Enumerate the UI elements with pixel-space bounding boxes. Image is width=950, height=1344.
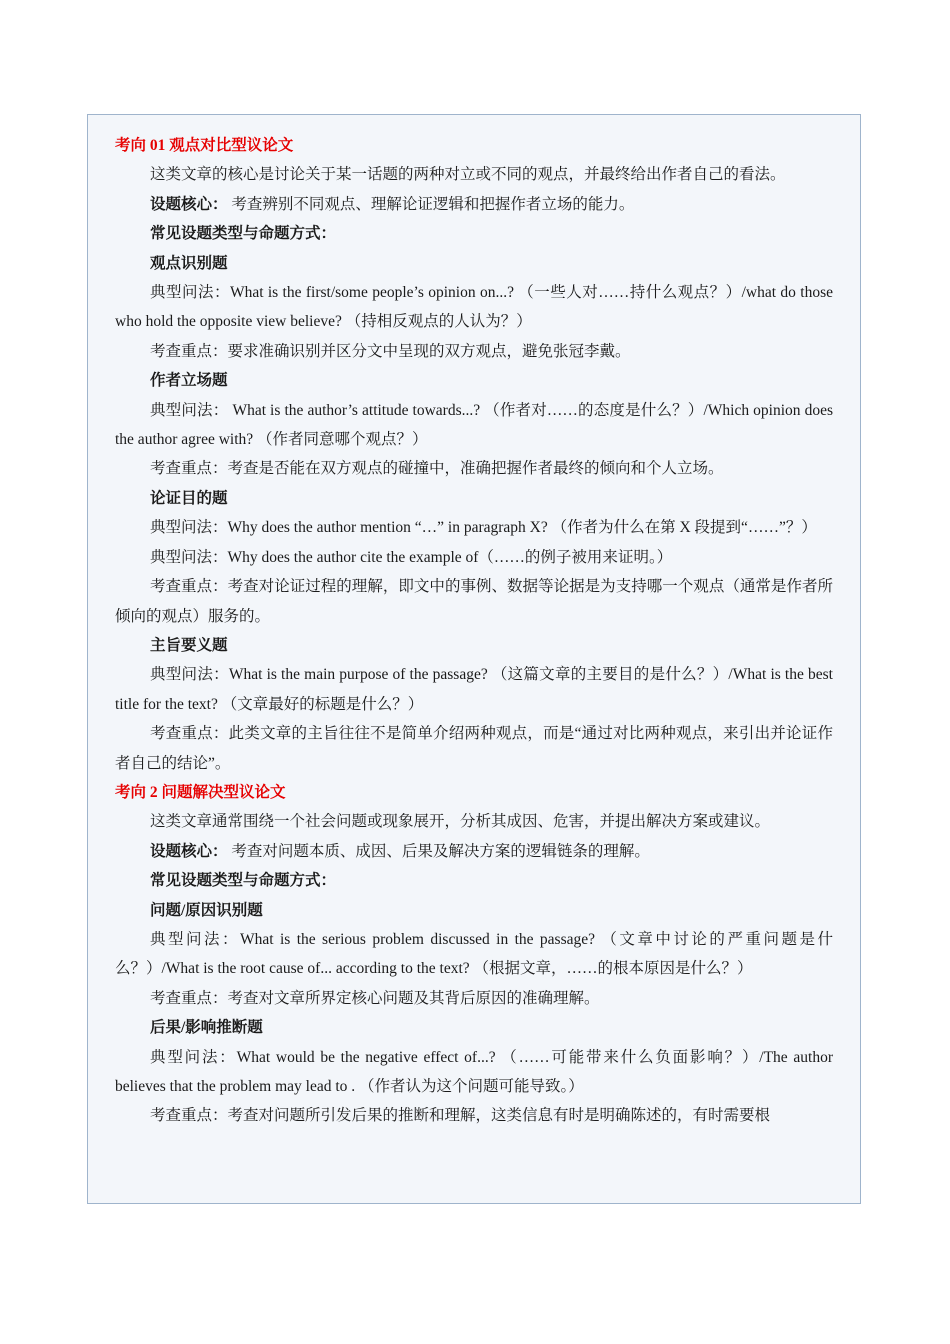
question-text: What is the main purpose of the passage? （这篇文章的主要目的是什么？）/What is the best title for the text? （文章最好的标题是什么？） — [115, 666, 833, 713]
item-focus — [115, 337, 833, 366]
item-question — [115, 660, 833, 719]
focus-text: 考查对文章所界定核心问题及其背后原因的准确理解。 — [227, 989, 600, 1007]
item-title: 主旨要义题 — [150, 636, 228, 654]
section-intro: 这类文章通常围绕一个社会问题或现象展开，分析其成因、危害，并提出解决方案或建议。 — [150, 813, 771, 831]
focus-label: 考查重点： — [150, 989, 228, 1007]
focus-text: 要求准确识别并区分文中呈现的双方观点，避免张冠李戴。 — [227, 342, 631, 360]
item-focus — [115, 572, 833, 631]
section-heading-2: 考向 2 问题解决型议论文 — [115, 783, 286, 801]
core-label: 设题核心： — [150, 195, 228, 213]
question-label: 典型问法： — [150, 1048, 237, 1066]
question-text: What would be the negative effect of...? （……可能带来什么负面影响？）/The author believes that the problem may lead to . （作者认为这个问题可能导致。） — [115, 1048, 833, 1095]
focus-label: 考查重点： — [150, 342, 228, 360]
item-focus — [115, 454, 833, 483]
question-label: 典型问法： — [150, 401, 229, 419]
core-label: 设题核心： — [150, 842, 228, 860]
question-text: Why does the author cite the example of（……的例子被用来证明。） — [227, 548, 673, 566]
focus-text: 考查对论证过程的理解，即文中的事例、数据等论据是为支持哪一个观点（通常是作者所倾向的观点）服务的。 — [115, 578, 833, 625]
core-text: 考查对问题本质、成因、后果及解决方案的逻辑链条的理解。 — [227, 842, 650, 860]
item-title: 观点识别题 — [150, 254, 228, 272]
content-box — [87, 114, 861, 1204]
question-label: 典型问法： — [150, 284, 230, 302]
item-title: 问题/原因识别题 — [150, 901, 263, 919]
item-focus — [115, 719, 833, 778]
section-heading-1: 考向 01 观点对比型议论文 — [115, 137, 294, 154]
focus-text: 此类文章的主旨往往不是简单介绍两种观点，而是“通过对比两种观点，来引出并论证作者自己的结论”。 — [115, 725, 833, 772]
question-text: What is the first/some people’s opinion on...? （一些人对……持什么观点？）/what do those who hold the opposite view believe? （持相反观点的人认为？） — [115, 284, 833, 331]
question-label: 典型问法： — [150, 930, 241, 948]
question-text: What is the author’s attitude towards...? （作者对……的态度是什么？）/Which opinion does the author agree with? （作者同意哪个观点？） — [115, 401, 833, 449]
types-label: 常见设题类型与命题方式： — [150, 872, 337, 890]
core-line — [115, 837, 833, 866]
item-focus — [115, 984, 833, 1013]
item-title: 后果/影响推断题 — [150, 1019, 263, 1037]
core-line — [115, 190, 833, 219]
focus-text: 考查是否能在双方观点的碰撞中，准确把握作者最终的倾向和个人立场。 — [227, 460, 724, 478]
focus-label: 考查重点： — [150, 578, 228, 596]
types-label: 常见设题类型与命题方式： — [150, 225, 337, 243]
focus-label: 考查重点： — [150, 1107, 228, 1125]
question-label: 典型问法： — [150, 519, 228, 537]
item-title: 论证目的题 — [150, 489, 228, 507]
item-question — [115, 513, 833, 542]
question-text: Why does the author mention “…” in paragraph X? （作者为什么在第 X 段提到“……”？） — [227, 519, 817, 537]
item-question — [115, 1043, 833, 1102]
question-label: 典型问法： — [150, 548, 228, 566]
focus-label: 考查重点： — [150, 725, 229, 743]
focus-text: 考查对问题所引发后果的推断和理解，这类信息有时是明确陈述的，有时需要根 — [227, 1107, 771, 1125]
question-text: What is the serious problem discussed in the passage? （文章中讨论的严重问题是什么？）/What is the root cause of... according to the text? （根据文章，……的根本原因是什么？） — [115, 930, 833, 978]
item-focus — [115, 1101, 833, 1130]
item-question-2 — [115, 543, 833, 572]
core-text: 考查辨别不同观点、理解论证逻辑和把握作者立场的能力。 — [227, 195, 635, 213]
section-intro: 这类文章的核心是讨论关于某一话题的两种对立或不同的观点，并最终给出作者自己的看法。 — [150, 166, 786, 184]
question-label: 典型问法： — [150, 666, 229, 684]
item-question — [115, 396, 833, 455]
item-title: 作者立场题 — [150, 372, 228, 390]
item-question — [115, 925, 833, 984]
focus-label: 考查重点： — [150, 460, 228, 478]
item-question — [115, 278, 833, 337]
